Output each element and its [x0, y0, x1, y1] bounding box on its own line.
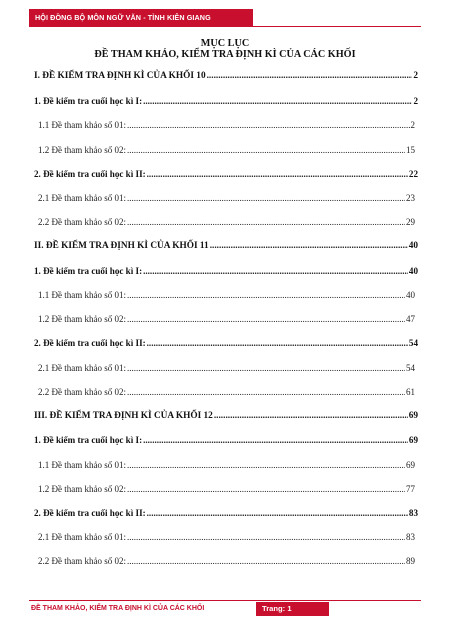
toc-entry-page: 83 — [406, 532, 415, 542]
toc-entry-label: II. ĐỀ KIỂM TRA ĐỊNH KÌ CỦA KHỐI 11 — [34, 241, 209, 251]
leader-dots — [127, 290, 405, 300]
toc-entry-label: 2.1 Đề tham khảo số 01: — [38, 532, 126, 542]
leader-dots — [127, 460, 405, 470]
toc-entry-page: 2 — [410, 120, 415, 130]
leader-dots — [127, 532, 405, 542]
toc-entry-g10-term2-ref1[interactable] — [38, 193, 415, 203]
toc-entry-page: 69 — [408, 411, 418, 421]
toc-entry-page: 61 — [406, 387, 415, 397]
footer-page-number: Trang: 1 — [262, 604, 292, 613]
toc-entry-label: 2. Đề kiểm tra cuối học kì II: — [34, 169, 146, 179]
toc-entry-label: 2.2 Đề tham khảo số 02: — [38, 217, 126, 227]
toc-entry-g11-term2-ref1[interactable] — [38, 363, 415, 373]
toc-entry-g10-term1-ref1[interactable] — [38, 120, 415, 130]
toc-entry-grade-10[interactable] — [34, 71, 418, 81]
leader-dots — [127, 387, 405, 397]
toc-entry-page: 40 — [406, 290, 415, 300]
toc-entry-page: 29 — [406, 217, 415, 227]
toc-title: MỤC LỤC — [200, 38, 250, 49]
toc-entry-g12-term2-ref1[interactable] — [38, 532, 415, 542]
leader-dots — [127, 145, 405, 155]
leader-dots — [127, 193, 405, 203]
toc-entry-g12-term2-ref2[interactable] — [38, 556, 415, 566]
toc-entry-g10-term1[interactable] — [34, 96, 418, 106]
toc-entry-page: 89 — [406, 556, 415, 566]
toc-entry-page: 69 — [408, 435, 418, 445]
toc-entry-g11-term2[interactable] — [34, 338, 418, 348]
toc-entry-g10-term1-ref2[interactable] — [38, 145, 415, 155]
toc-entry-label: 1.2 Đề tham khảo số 02: — [38, 484, 126, 494]
leader-dots — [147, 338, 408, 348]
toc-entry-g11-term1[interactable] — [34, 266, 418, 276]
toc-entry-label: 1. Đề kiểm tra cuối học kì I: — [34, 435, 143, 445]
toc-entry-label: 2. Đề kiểm tra cuối học kì II: — [34, 508, 146, 518]
toc-entry-label: 2. Đề kiểm tra cuối học kì II: — [34, 338, 146, 348]
toc-entry-page: 40 — [408, 241, 418, 251]
leader-dots — [127, 363, 405, 373]
toc-entry-label: I. ĐỀ KIỂM TRA ĐỊNH KÌ CỦA KHỐI 10 — [34, 71, 206, 81]
toc-entry-g11-term1-ref1[interactable] — [38, 290, 415, 300]
leader-dots — [127, 484, 405, 494]
toc-entry-page: 47 — [406, 314, 415, 324]
toc-entry-g12-term1[interactable] — [34, 435, 418, 445]
toc-entry-grade-12[interactable] — [34, 411, 418, 421]
toc-entry-page: 15 — [406, 145, 415, 155]
toc-entry-g12-term2[interactable] — [34, 508, 418, 518]
toc-entry-label: 1. Đề kiểm tra cuối học kì I: — [34, 266, 143, 276]
toc-entry-page: 22 — [408, 169, 418, 179]
toc-entry-grade-11[interactable] — [34, 241, 418, 251]
toc-entry-page: 69 — [406, 460, 415, 470]
leader-dots — [127, 314, 405, 324]
footer-divider — [29, 600, 421, 601]
toc-entry-page: 40 — [408, 266, 418, 276]
toc-entry-label: 1. Đề kiểm tra cuối học kì I: — [34, 96, 143, 106]
leader-dots — [147, 508, 408, 518]
leader-dots — [127, 120, 410, 130]
leader-dots — [143, 266, 408, 276]
toc-entry-g11-term2-ref2[interactable] — [38, 387, 415, 397]
toc-entry-page: 2 — [413, 96, 418, 106]
toc-entry-g12-term1-ref2[interactable] — [38, 484, 415, 494]
leader-dots — [143, 435, 408, 445]
leader-dots — [210, 241, 408, 251]
toc-entry-label: 2.1 Đề tham khảo số 01: — [38, 363, 126, 373]
toc-entry-page: 23 — [406, 193, 415, 203]
toc-entry-g10-term2[interactable] — [34, 169, 418, 179]
toc-entry-label: 1.2 Đề tham khảo số 02: — [38, 314, 126, 324]
toc-entry-label: 1.2 Đề tham khảo số 02: — [38, 145, 126, 155]
header-title: HỘI ĐỒNG BỘ MÔN NGỮ VĂN - TỈNH KIÊN GIANG — [35, 13, 211, 22]
leader-dots — [207, 71, 413, 81]
toc-entry-label: 1.1 Đề tham khảo số 01: — [38, 120, 126, 130]
toc-entry-label: 1.1 Đề tham khảo số 01: — [38, 290, 126, 300]
leader-dots — [127, 217, 405, 227]
toc-entry-page: 2 — [413, 71, 418, 81]
toc-entry-g10-term2-ref2[interactable] — [38, 217, 415, 227]
toc-entry-g11-term1-ref2[interactable] — [38, 314, 415, 324]
toc-entry-label: 1.1 Đề tham khảo số 01: — [38, 460, 126, 470]
toc-entry-page: 54 — [408, 338, 418, 348]
toc-entry-page: 83 — [408, 508, 418, 518]
toc-entry-label: 2.2 Đề tham khảo số 02: — [38, 387, 126, 397]
toc-entry-label: 2.1 Đề tham khảo số 01: — [38, 193, 126, 203]
toc-entry-label: 2.2 Đề tham khảo số 02: — [38, 556, 126, 566]
leader-dots — [214, 411, 408, 421]
toc-entry-page: 54 — [406, 363, 415, 373]
toc-entry-g12-term1-ref1[interactable] — [38, 460, 415, 470]
toc-subtitle: ĐỀ THAM KHẢO, KIỂM TRA ĐỊNH KÌ CỦA CÁC KHỐI — [94, 49, 356, 60]
leader-dots — [147, 169, 408, 179]
toc-entry-page: 77 — [406, 484, 415, 494]
leader-dots — [127, 556, 405, 566]
toc-entry-label: III. ĐỀ KIỂM TRA ĐỊNH KÌ CỦA KHỐI 12 — [34, 411, 213, 421]
footer-title: ĐỀ THAM KHẢO, KIỂM TRA ĐỊNH KÌ CỦA CÁC KHỐI — [31, 605, 205, 612]
leader-dots — [143, 96, 412, 106]
